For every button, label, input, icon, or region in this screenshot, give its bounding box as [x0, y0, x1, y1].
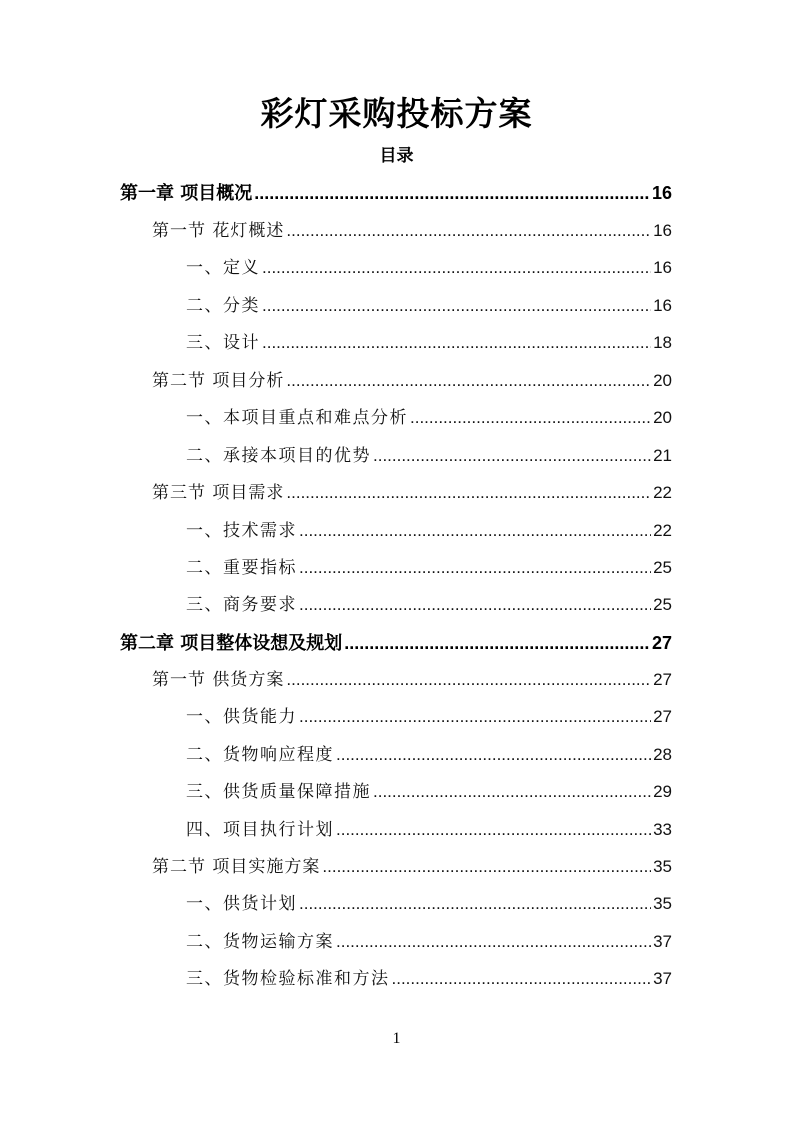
toc-leader-dots [286, 667, 651, 693]
toc-entry-page: 20 [653, 408, 672, 427]
toc-entry-subsection[interactable] [186, 817, 672, 843]
toc-entry-label: 二、货物运输方案 [186, 932, 334, 952]
toc-entry-page: 22 [653, 521, 672, 540]
toc-leader-dots [262, 330, 651, 356]
toc-leader-dots [336, 817, 651, 843]
toc-entry-subsection[interactable] [186, 405, 672, 431]
toc-entry-page: 27 [653, 707, 672, 726]
toc-entry-label: 三、货物检验标准和方法 [186, 969, 390, 989]
toc-entry-subsection[interactable] [186, 742, 672, 768]
toc-entry-subsection[interactable] [186, 443, 672, 469]
toc-entry-section[interactable] [152, 854, 672, 880]
toc-leader-dots [254, 180, 650, 206]
toc-leader-dots [286, 480, 651, 506]
document-title: 彩灯采购投标方案 [260, 94, 533, 133]
page-number: 1 [392, 1030, 401, 1047]
toc-leader-dots [322, 854, 651, 880]
toc-entry-page: 16 [653, 296, 672, 315]
toc-entry-label: 四、项目执行计划 [186, 820, 334, 840]
toc-entry-label: 第一节 供货方案 [152, 670, 285, 690]
toc-entry-page: 35 [653, 857, 672, 876]
toc-leader-dots [336, 929, 651, 955]
toc-entry-subsection[interactable] [186, 704, 672, 730]
toc-entry-page: 37 [653, 932, 672, 951]
toc-entry-label: 第一章 项目概况 [120, 183, 253, 204]
toc-entry-label: 二、分类 [186, 296, 260, 316]
toc-entry-subsection[interactable] [186, 330, 672, 356]
toc-entry-page: 16 [651, 183, 672, 203]
toc-entry-label: 三、供货质量保障措施 [186, 782, 371, 802]
toc-entry-subsection[interactable] [186, 555, 672, 581]
toc-entry-page: 35 [653, 894, 672, 913]
toc-leader-dots [286, 368, 651, 394]
toc-entry-label: 一、供货计划 [186, 894, 297, 914]
toc-leader-dots [392, 966, 652, 992]
toc-entry-label: 二、货物响应程度 [186, 745, 334, 765]
toc-entry-label: 一、技术需求 [186, 521, 297, 541]
toc-entry-subsection[interactable] [186, 293, 672, 319]
toc-entry-page: 20 [653, 371, 672, 390]
toc-entry-page: 28 [653, 745, 672, 764]
toc-entry-page: 33 [653, 820, 672, 839]
toc-entry-label: 第二节 项目分析 [152, 371, 285, 391]
toc-entry-label: 第二节 项目实施方案 [152, 857, 321, 877]
toc-leader-dots [286, 218, 651, 244]
toc-leader-dots [299, 592, 651, 618]
toc-entry-subsection[interactable] [186, 592, 672, 618]
toc-leader-dots [299, 704, 651, 730]
toc-entry-label: 第一节 花灯概述 [152, 221, 285, 241]
toc-entry-page: 25 [653, 558, 672, 577]
toc-entry-subsection[interactable] [186, 966, 672, 992]
toc-entry-page: 16 [653, 221, 672, 240]
toc-entry-label: 三、设计 [186, 333, 260, 353]
toc-entry-label: 第二章 项目整体设想及规划 [120, 633, 343, 654]
toc-leader-dots [262, 293, 651, 319]
toc-entry-section[interactable] [152, 368, 672, 394]
toc-entry-page: 25 [653, 595, 672, 614]
toc-entry-subsection[interactable] [186, 518, 672, 544]
toc-leader-dots [373, 443, 651, 469]
toc-entry-label: 二、重要指标 [186, 558, 297, 578]
toc-entry-section[interactable] [152, 667, 672, 693]
toc-heading: 目录 [379, 146, 414, 166]
toc-entry-page: 37 [653, 969, 672, 988]
toc-entry-page: 22 [653, 483, 672, 502]
toc-entry-subsection[interactable] [186, 779, 672, 805]
toc-entry-page: 29 [653, 782, 672, 801]
toc-entry-page: 21 [653, 446, 672, 465]
toc-entry-subsection[interactable] [186, 255, 672, 281]
toc-entry-label: 二、承接本项目的优势 [186, 446, 371, 466]
toc-entry-section[interactable] [152, 218, 672, 244]
toc-entry-label: 一、本项目重点和难点分析 [186, 408, 408, 428]
toc-entry-chapter[interactable] [120, 630, 672, 656]
toc-leader-dots [344, 630, 650, 656]
toc-entry-chapter[interactable] [120, 180, 672, 206]
toc-entry-page: 27 [653, 670, 672, 689]
toc-entry-subsection[interactable] [186, 891, 672, 917]
toc-leader-dots [299, 555, 651, 581]
toc-entry-page: 16 [653, 258, 672, 277]
toc-leader-dots [262, 255, 651, 281]
toc-entry-page: 18 [653, 333, 672, 352]
toc-leader-dots [410, 405, 651, 431]
toc-entry-label: 一、供货能力 [186, 707, 297, 727]
toc-leader-dots [336, 742, 651, 768]
toc-entry-page: 27 [651, 633, 672, 653]
toc-entry-subsection[interactable] [186, 929, 672, 955]
toc-entry-section[interactable] [152, 480, 672, 506]
toc-leader-dots [299, 891, 651, 917]
toc-entry-label: 三、商务要求 [186, 595, 297, 615]
toc-entry-label: 第三节 项目需求 [152, 483, 285, 503]
toc-leader-dots [299, 518, 651, 544]
toc-entry-label: 一、定义 [186, 258, 260, 278]
toc-leader-dots [373, 779, 651, 805]
